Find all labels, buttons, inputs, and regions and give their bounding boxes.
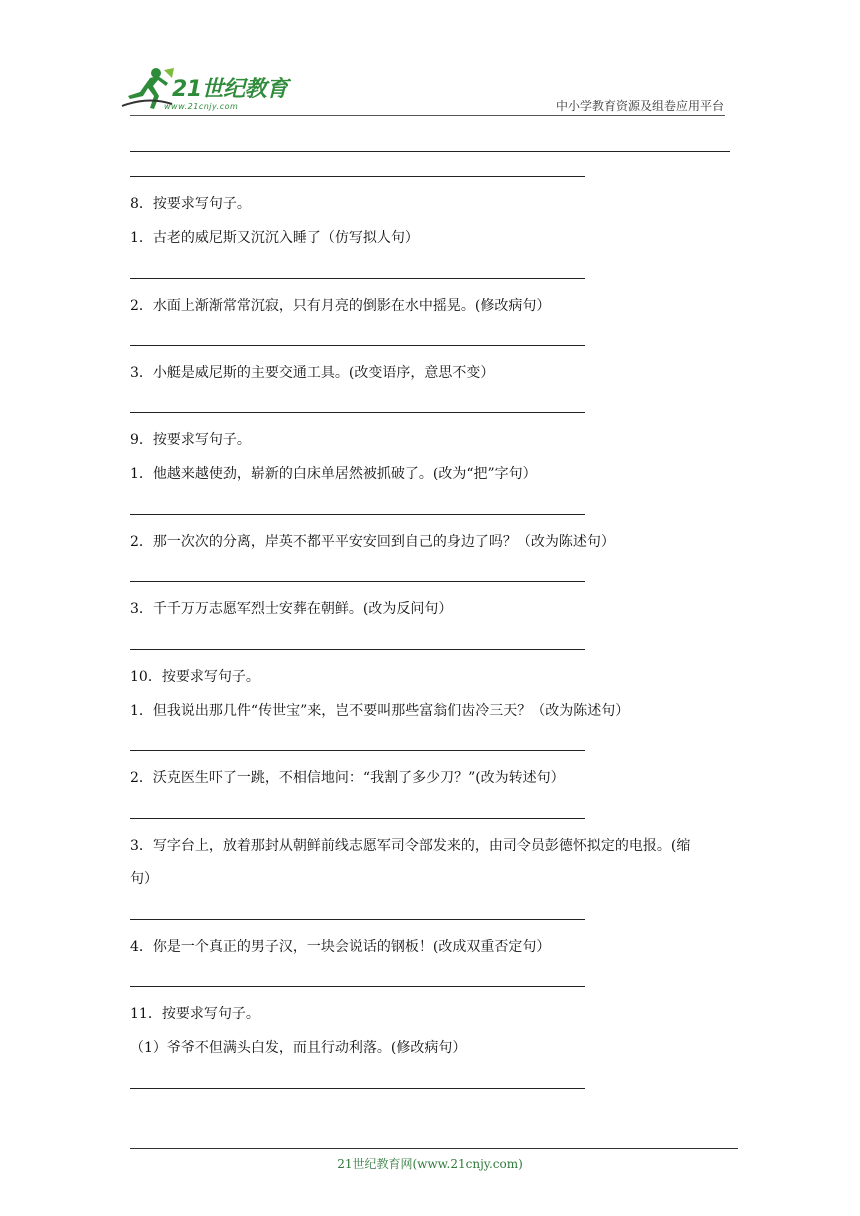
question-8-item-1: 1．古老的威尼斯又沉沉入睡了（仿写拟人句） bbox=[130, 230, 419, 246]
question-10-item-3-cont: 句） bbox=[130, 871, 158, 887]
question-11-title: 11．按要求写句子。 bbox=[130, 1006, 260, 1022]
question-10-item-2: 2．沃克医生吓了一跳，不相信地问：“我割了多少刀？”(改为转述句） bbox=[130, 770, 565, 786]
question-8-item-2: 2．水面上渐渐常常沉寂，只有月亮的倒影在水中摇晃。(修改病句） bbox=[130, 298, 551, 314]
question-9-item-2: 2．那一次次的分离，岸英不都平平安安回到自己的身边了吗？（改为陈述句） bbox=[130, 534, 615, 550]
answer-line bbox=[130, 750, 585, 751]
question-8-title: 8．按要求写句子。 bbox=[130, 196, 251, 212]
answer-line bbox=[130, 345, 585, 346]
footer-divider bbox=[130, 1148, 738, 1149]
answer-line bbox=[130, 412, 585, 413]
site-logo bbox=[120, 66, 295, 118]
answer-line bbox=[130, 278, 585, 279]
question-10-title: 10．按要求写句子。 bbox=[130, 669, 260, 685]
question-10-item-4: 4．你是一个真正的男子汉，一块会说话的钢板！(改成双重否定句） bbox=[130, 939, 551, 955]
question-9-title: 9．按要求写句子。 bbox=[130, 432, 251, 448]
answer-line bbox=[130, 151, 730, 152]
answer-line bbox=[130, 1088, 585, 1089]
question-8-item-3: 3．小艇是威尼斯的主要交通工具。(改变语序，意思不变） bbox=[130, 365, 495, 381]
answer-line bbox=[130, 919, 585, 920]
question-10-item-1: 1．但我说出那几件“传世宝”来，岂不要叫那些富翁们齿冷三天？（改为陈述句） bbox=[130, 703, 630, 719]
answer-line bbox=[130, 176, 585, 177]
question-9-item-3: 3．千千万万志愿军烈士安葬在朝鲜。(改为反问句） bbox=[130, 601, 453, 617]
question-10-item-3: 3．写字台上，放着那封从朝鲜前线志愿军司令部发来的，由司令员彭德怀拟定的电报。(缩 bbox=[130, 838, 691, 854]
answer-line bbox=[130, 514, 585, 515]
footer-link[interactable]: 21世纪教育网(www.21cnjy.com) bbox=[337, 1157, 523, 1171]
answer-line bbox=[130, 818, 585, 819]
answer-line bbox=[130, 581, 585, 582]
question-9-item-1: 1．他越来越使劲，崭新的白床单居然被抓破了。(改为“把”字句） bbox=[130, 466, 537, 482]
platform-name: 中小学教育资源及组卷应用平台 bbox=[555, 99, 724, 113]
logo-text: 21世纪教育 bbox=[172, 77, 288, 102]
header-divider bbox=[130, 115, 725, 116]
answer-line bbox=[130, 986, 585, 987]
question-11-item-1: （1）爷爷不但满头白发，而且行动利落。(修改病句） bbox=[130, 1040, 467, 1056]
logo-url: www.21cnjy.com bbox=[164, 102, 239, 111]
answer-line bbox=[130, 649, 585, 650]
